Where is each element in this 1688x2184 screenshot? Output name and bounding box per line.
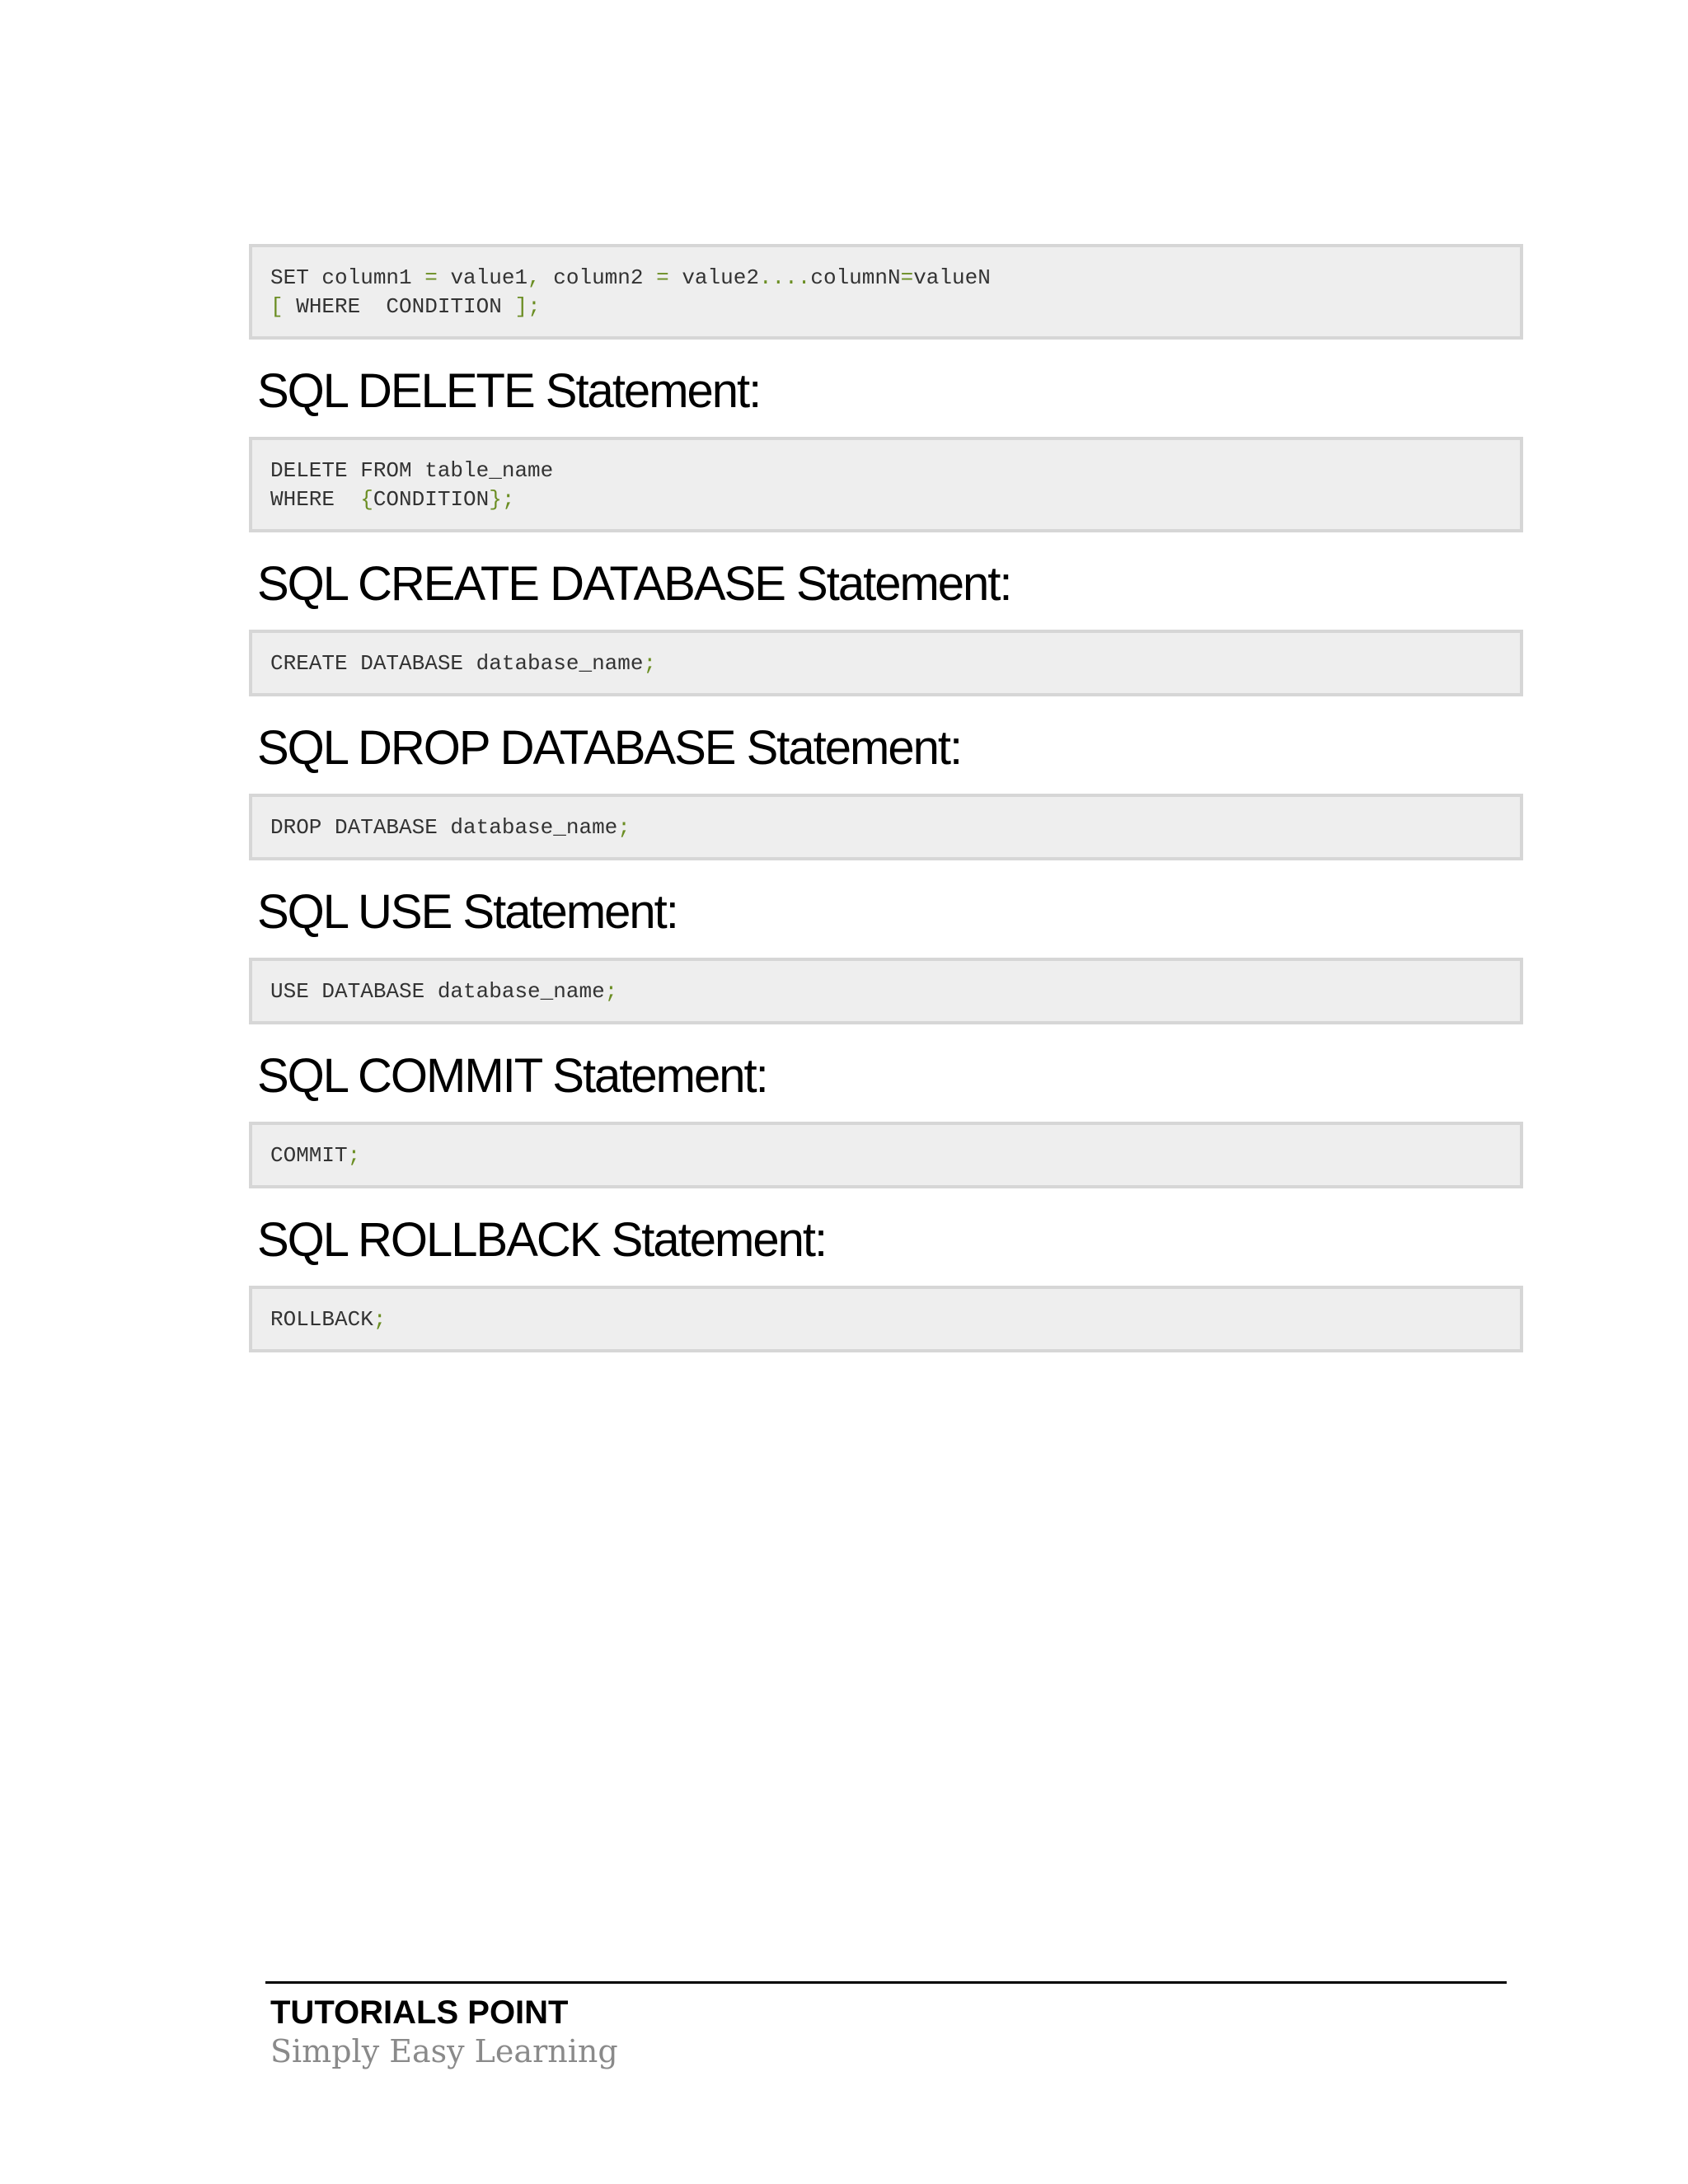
code-line xyxy=(270,293,1502,321)
code-line xyxy=(270,485,1502,514)
code-punctuation: ; xyxy=(373,1307,387,1332)
code-text: CREATE DATABASE database_name xyxy=(270,651,644,676)
code-text: valueN xyxy=(913,265,991,290)
code-line xyxy=(270,649,1502,678)
footer-brand: TUTORIALS POINT xyxy=(270,1994,569,2031)
code-text: DROP DATABASE database_name xyxy=(270,815,618,840)
code-block xyxy=(249,1122,1523,1188)
page-footer xyxy=(265,1981,1507,2071)
code-text: value2 xyxy=(668,265,759,290)
code-punctuation: ; xyxy=(604,979,618,1004)
code-text: WHERE xyxy=(270,487,361,512)
code-text: column2 xyxy=(540,265,657,290)
code-text: USE DATABASE database_name xyxy=(270,979,605,1004)
code-block xyxy=(249,437,1523,532)
code-line xyxy=(270,1305,1502,1334)
code-text: COMMIT xyxy=(270,1143,348,1168)
code-line xyxy=(270,264,1502,293)
code-line xyxy=(270,457,1502,485)
code-block xyxy=(249,1286,1523,1352)
code-punctuation: , xyxy=(528,265,541,290)
code-text: DELETE FROM table_name xyxy=(270,458,554,483)
document-body xyxy=(249,244,1523,1352)
code-line xyxy=(270,813,1502,842)
section-heading: SQL CREATE DATABASE Statement: xyxy=(257,557,1011,611)
code-block xyxy=(249,794,1523,860)
code-punctuation: { xyxy=(360,487,373,512)
footer-tagline: Simply Easy Learning xyxy=(270,2033,618,2069)
code-punctuation: ; xyxy=(617,815,631,840)
code-punctuation: .... xyxy=(758,265,811,290)
code-punctuation: [ xyxy=(270,294,284,319)
code-line xyxy=(270,1141,1502,1170)
code-text: value1 xyxy=(437,265,528,290)
code-punctuation: ; xyxy=(643,651,657,676)
footer-divider xyxy=(265,1981,1507,1984)
section-heading: SQL USE Statement: xyxy=(257,885,678,939)
section-heading: SQL ROLLBACK Statement: xyxy=(257,1213,827,1267)
section-heading: SQL COMMIT Statement: xyxy=(257,1049,767,1103)
code-punctuation: ; xyxy=(347,1143,361,1168)
code-punctuation: }; xyxy=(489,487,515,512)
section-heading: SQL DROP DATABASE Statement: xyxy=(257,721,962,775)
code-block xyxy=(249,958,1523,1024)
code-punctuation: = xyxy=(900,265,914,290)
code-block xyxy=(249,630,1523,696)
code-text: CONDITION xyxy=(373,487,490,512)
code-text: WHERE CONDITION xyxy=(283,294,515,319)
code-punctuation: = xyxy=(424,265,438,290)
code-block xyxy=(249,244,1523,340)
code-text: columnN xyxy=(810,265,901,290)
code-text: SET column1 xyxy=(270,265,425,290)
code-text: ROLLBACK xyxy=(270,1307,373,1332)
code-line xyxy=(270,977,1502,1006)
code-punctuation: ]; xyxy=(514,294,541,319)
section-heading: SQL DELETE Statement: xyxy=(257,364,761,418)
code-punctuation: = xyxy=(656,265,669,290)
